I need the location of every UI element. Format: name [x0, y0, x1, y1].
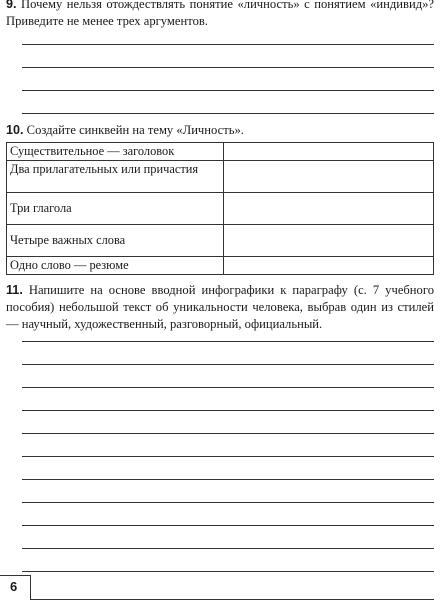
task-11-text [6, 282, 434, 333]
task-11 [6, 282, 434, 333]
task-9-number: 9. [6, 0, 17, 11]
answer-line[interactable] [22, 502, 434, 503]
answer-line[interactable] [22, 341, 434, 342]
task-11-number: 11. [6, 283, 23, 297]
table-row [7, 161, 434, 193]
page-number: 6 [10, 579, 18, 594]
table-row [7, 257, 434, 275]
answer-cell[interactable] [224, 257, 434, 275]
task-10-number: 10. [6, 123, 24, 137]
table-row [7, 193, 434, 225]
answer-cell[interactable] [224, 161, 434, 193]
task-10-instruction: Создайте синквейн на тему «Личность». [26, 123, 244, 137]
table-row [7, 143, 434, 161]
task-10 [6, 122, 434, 139]
answer-line[interactable] [22, 387, 434, 388]
row-label: Два прилагательных или причастия [7, 161, 224, 193]
answer-line[interactable] [22, 410, 434, 411]
page-footer [0, 574, 440, 600]
answer-line[interactable] [22, 548, 434, 549]
table-row [7, 225, 434, 257]
row-label: Три глагола [7, 193, 224, 225]
answer-cell[interactable] [224, 225, 434, 257]
answer-line[interactable] [22, 525, 434, 526]
task-9 [6, 0, 434, 30]
answer-line[interactable] [22, 479, 434, 480]
task-9-text [6, 0, 434, 30]
answer-line[interactable] [22, 113, 434, 114]
task-10-text [6, 122, 434, 139]
answer-cell[interactable] [224, 193, 434, 225]
row-label: Четыре важных слова [7, 225, 224, 257]
task-11-instruction: Напишите на основе вводной инфографики к параграфу (с. 7 учебного пособия) небольшой текст об уникальности человека, выбрав один из стилей — научный, художественный, разговорный, официальный. [6, 283, 434, 331]
answer-cell[interactable] [224, 143, 434, 161]
task-9-question: Почему нельзя отождествлять понятие «личность» с понятием «индивид»? Приведите не менее трех аргументов. [6, 0, 434, 28]
row-label: Существительное — заголовок [7, 143, 224, 161]
answer-line[interactable] [22, 44, 434, 45]
row-label: Одно слово — резюме [7, 257, 224, 275]
answer-line[interactable] [22, 456, 434, 457]
answer-line[interactable] [22, 571, 434, 572]
answer-line[interactable] [22, 433, 434, 434]
cinquain-table [6, 142, 434, 275]
answer-line[interactable] [22, 67, 434, 68]
answer-line[interactable] [22, 364, 434, 365]
answer-line[interactable] [22, 90, 434, 91]
